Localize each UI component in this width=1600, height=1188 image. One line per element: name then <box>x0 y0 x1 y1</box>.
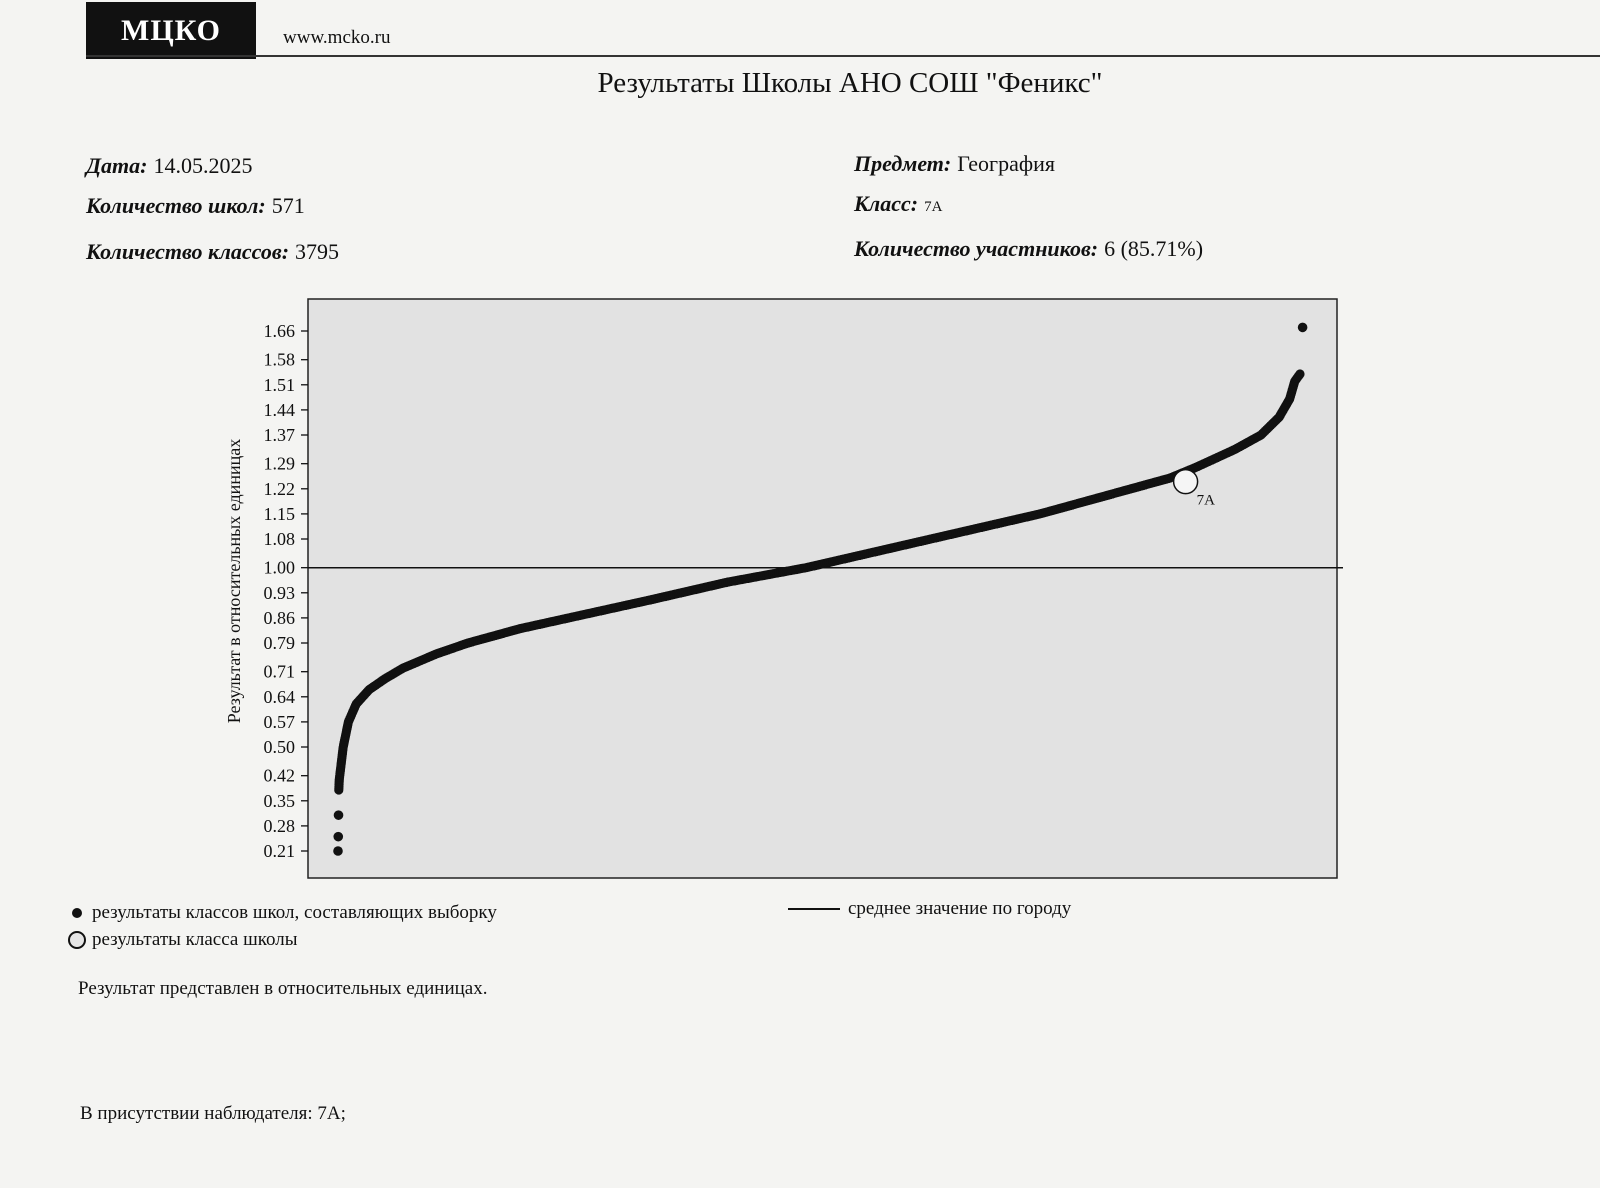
school-class-label: 7А <box>1196 492 1215 509</box>
date-label: Дата: <box>86 153 148 178</box>
y-tick-label: 0.71 <box>263 661 295 682</box>
y-tick-label: 0.64 <box>263 686 295 707</box>
y-axis-ticks <box>264 321 309 861</box>
y-tick-label: 1.29 <box>263 453 295 474</box>
legend-ring-icon <box>68 931 86 949</box>
y-tick-label: 1.51 <box>263 374 295 395</box>
legend-line-icon <box>788 908 840 910</box>
y-axis-label: Результат в относительных единицах <box>224 438 244 724</box>
mcko-logo: МЦКО <box>86 2 256 59</box>
class-label: Класс: <box>854 191 919 216</box>
sample-point <box>1295 369 1304 378</box>
y-tick-label: 1.08 <box>263 529 295 549</box>
legend-school-label: результаты класса школы <box>92 929 298 950</box>
units-note: Результат представлен в относительных единицах. <box>78 978 488 999</box>
y-tick-label: 0.35 <box>263 790 295 811</box>
legend-school <box>68 929 297 951</box>
legend-mean-label: среднее значение по городу <box>848 898 1072 919</box>
y-tick-label: 0.42 <box>263 765 295 786</box>
classes-label: Количество классов: <box>86 239 290 264</box>
class-value: 7А <box>924 199 943 215</box>
school-class-marker <box>1174 470 1198 494</box>
schools-label: Количество школ: <box>86 193 266 218</box>
sample-point <box>1298 323 1308 333</box>
schools-value: 571 <box>271 193 305 218</box>
y-tick-label: 0.79 <box>263 633 295 653</box>
y-tick-label: 0.93 <box>263 582 295 603</box>
legend-sample <box>72 902 497 924</box>
y-tick-label: 0.57 <box>263 711 295 732</box>
y-tick-label: 0.28 <box>263 815 295 836</box>
plot-area <box>308 299 1337 878</box>
y-tick-label: 0.50 <box>263 737 295 757</box>
observer-note: В присутствии наблюдателя: 7А; <box>80 1103 346 1124</box>
y-tick-label: 0.86 <box>263 607 295 628</box>
y-tick-label: 1.15 <box>263 503 295 524</box>
legend-mean <box>788 898 1071 920</box>
y-tick-label: 1.58 <box>263 349 295 370</box>
sample-point <box>333 832 343 842</box>
legend-sample-label: результаты классов школ, составляющих выборку <box>92 902 497 923</box>
legend-dot-icon <box>72 908 82 918</box>
subject-value: География <box>957 151 1055 176</box>
participants-label: Количество участников: <box>854 236 1099 261</box>
y-tick-label: 1.37 <box>263 425 295 445</box>
subject-label: Предмет: <box>854 151 952 176</box>
y-tick-label: 1.22 <box>263 478 295 499</box>
y-tick-label: 1.00 <box>263 557 295 578</box>
y-tick-label: 1.66 <box>263 321 295 341</box>
sample-point <box>333 846 343 856</box>
sample-point <box>334 810 344 820</box>
participants-value: 6 (85.71%) <box>1104 236 1204 261</box>
y-tick-label: 0.21 <box>263 841 295 861</box>
site-url: www.mcko.ru <box>283 27 391 48</box>
classes-value: 3795 <box>295 239 340 264</box>
y-tick-label: 1.44 <box>263 399 295 420</box>
date-value: 14.05.2025 <box>153 153 253 178</box>
document-title: Результаты Школы АНО СОШ "Феникс" <box>597 67 1103 99</box>
